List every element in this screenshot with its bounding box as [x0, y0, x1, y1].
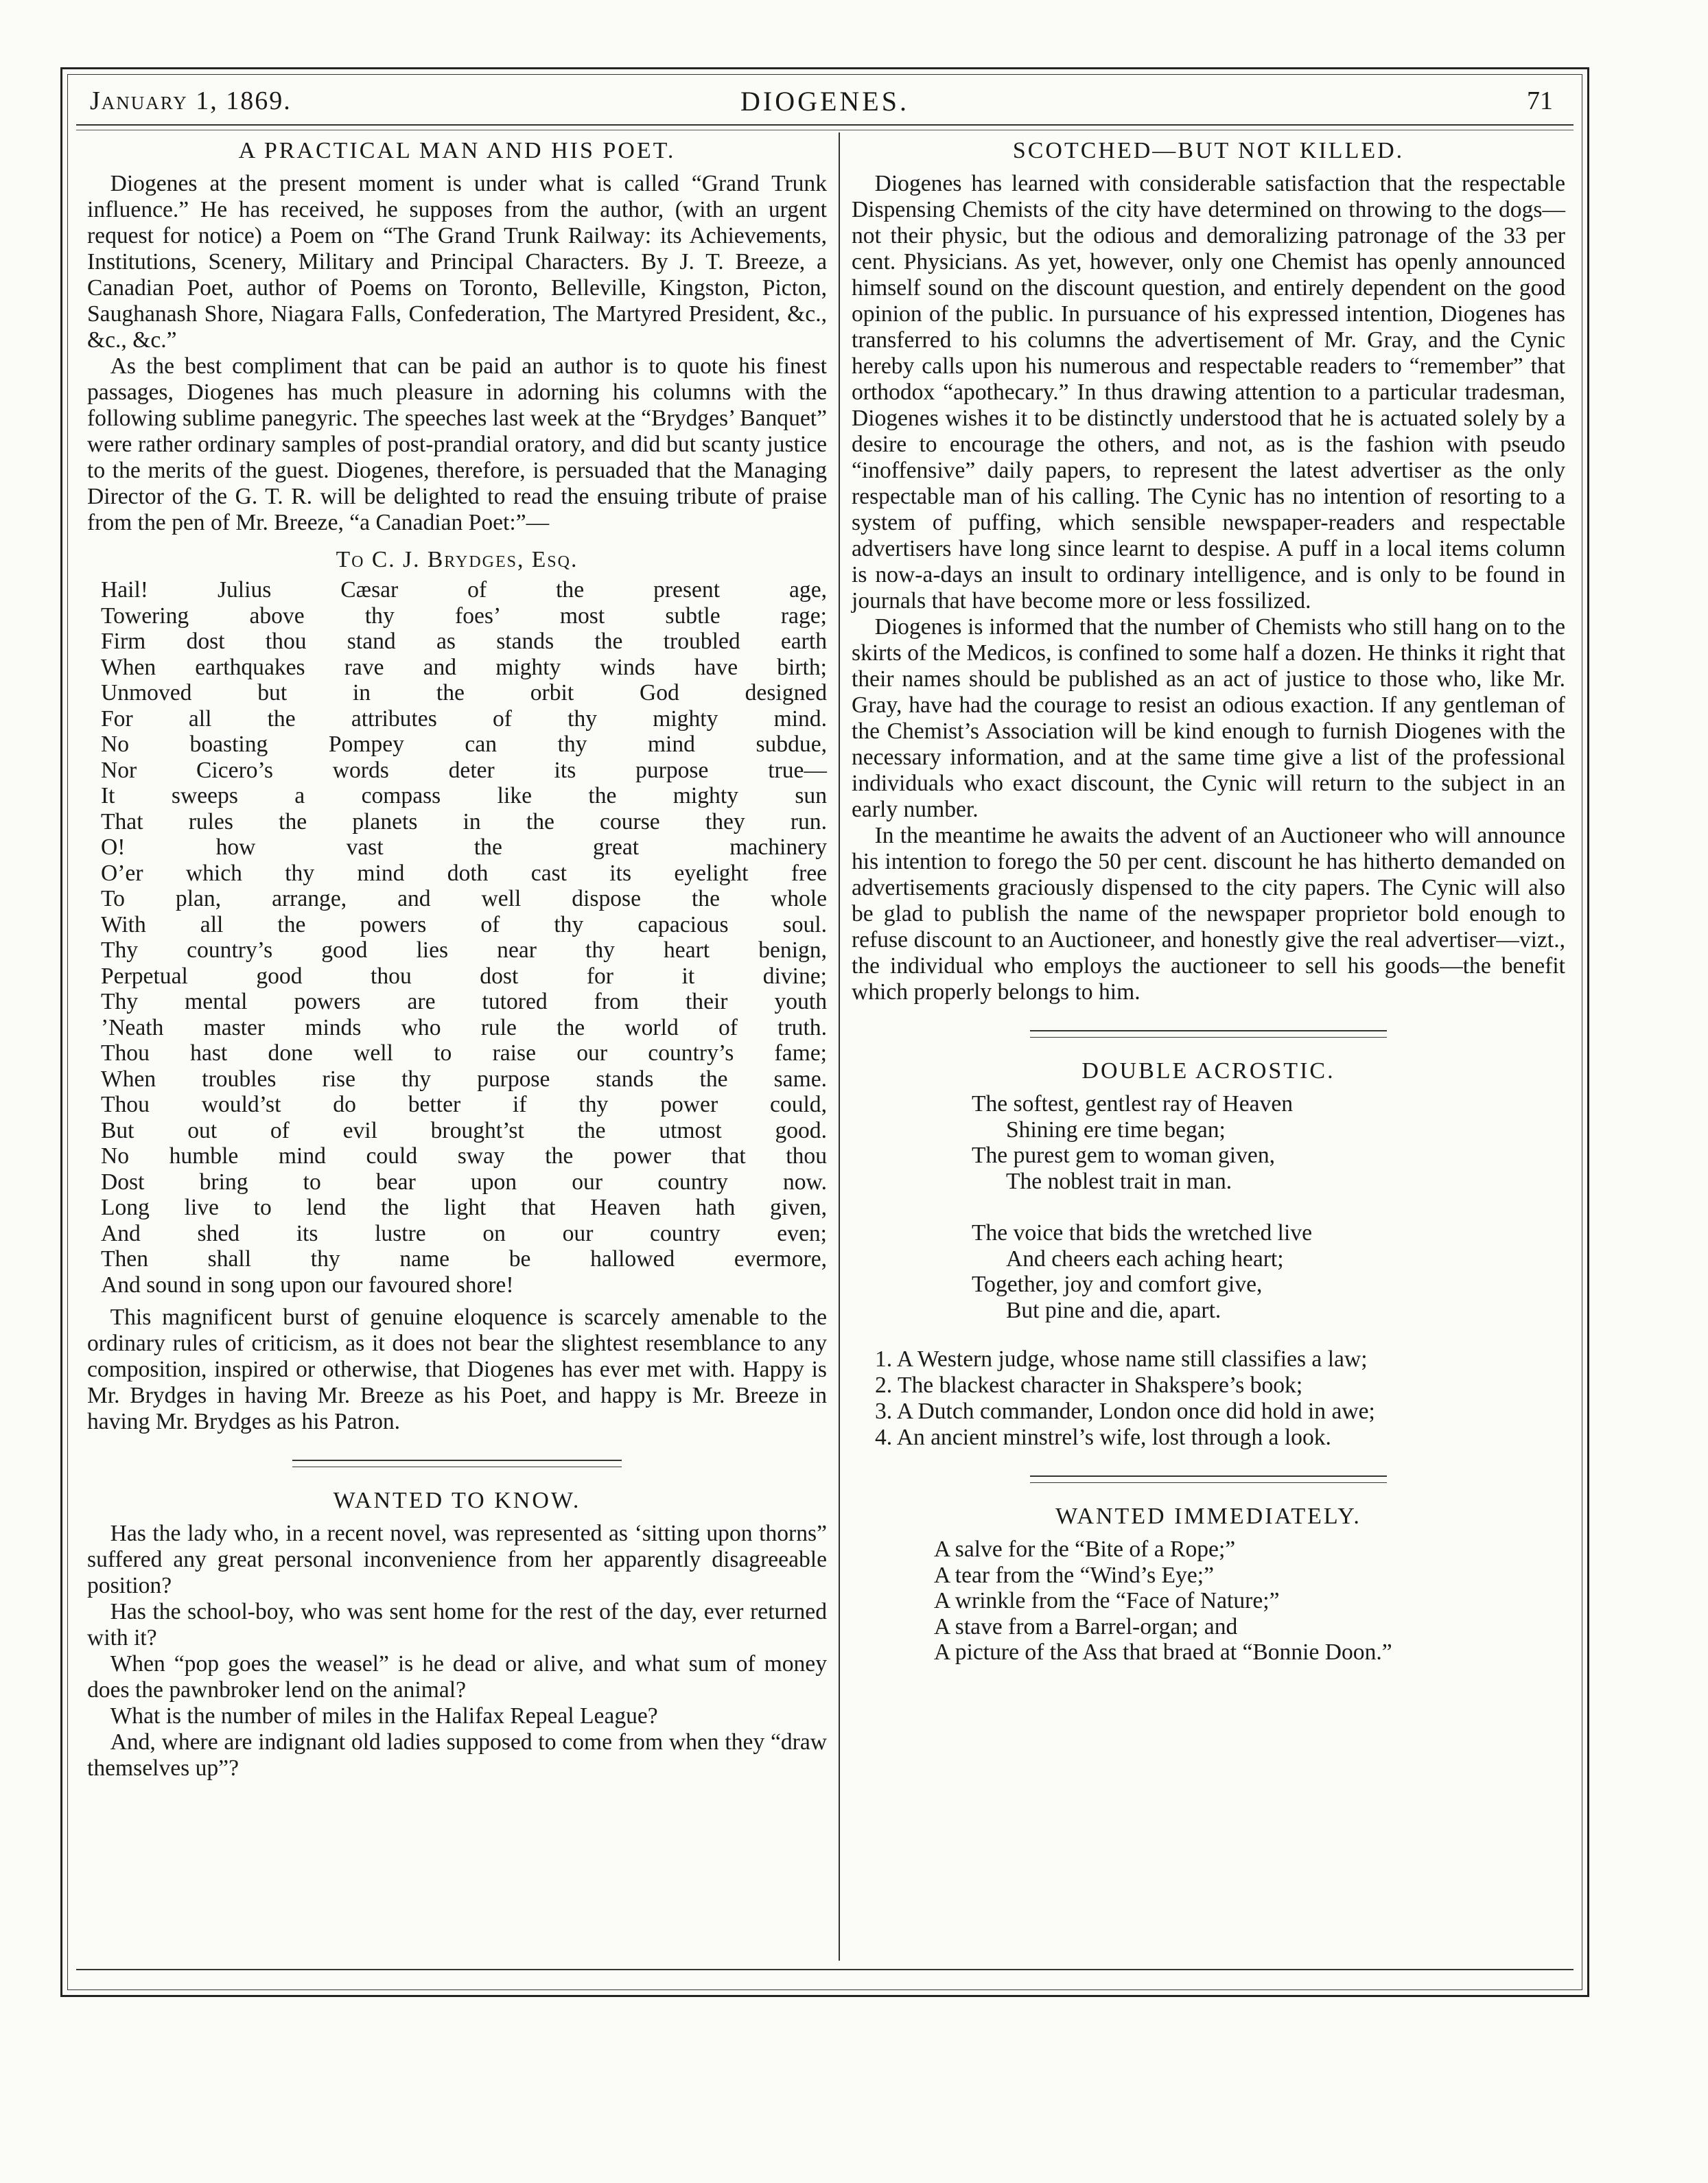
right-column — [852, 132, 1565, 1666]
article-title-wanted-to-know: WANTED TO KNOW. — [333, 1488, 581, 1513]
paragraph: What is the number of miles in the Halifax Repeal League? — [110, 1703, 658, 1729]
stanza-gap — [972, 1194, 1565, 1220]
poem-line: Firm dost thou stand as stands the troubled earth — [101, 629, 827, 654]
page-header — [90, 82, 1560, 120]
wanted-item: A tear from the “Wind’s Eye;” — [934, 1562, 1214, 1588]
paragraph: And, where are indignant old ladies supposed to come from when they “draw themselves up”? — [87, 1729, 827, 1781]
poem-line: Thy country’s good lies near thy heart benign, — [101, 937, 827, 963]
paragraph: Has the school-boy, who was sent home for the rest of the day, ever returned with it? — [87, 1599, 827, 1650]
poem-line: Thou hast done well to raise our country’s fame; — [101, 1040, 827, 1066]
poem-line: When troubles rise thy purpose stands the same. — [101, 1066, 827, 1092]
verse-line: Shining ere time began; — [1006, 1117, 1226, 1143]
paragraph: As the best compliment that can be paid an author is to quote his finest passages, Diogenes has much pleasure in adorning his columns with the following sublime panegyric. The speeches last week at the “Brydges’ Banquet” were rather ordinary samples of post-prandial oratory, and did but scanty justice to the merits of the guest. Diogenes, therefore, is persuaded that the Managing Director of the G. T. R. will be delighted to read the ensuing tribute of praise from the pen of Mr. Breeze, “a Canadian Poet:”— — [87, 353, 827, 535]
left-column — [87, 132, 827, 1782]
section-divider — [1030, 1030, 1387, 1038]
verse-line: And cheers each aching heart; — [1006, 1246, 1284, 1272]
poem-title: To C. J. Brydges, Esq. — [336, 547, 578, 572]
paragraph: In the meantime he awaits the advent of an Auctioneer who will announce his intention to forego the 50 per cent. discount he has hitherto demanded on advertisements graciously dispensed to the city papers. The Cynic will also be glad to publish the name of the newspaper proprietor bold enough to refuse discount to an Auctioneer, and honestly give the real advertiser—vizt., the individual who employs the auctioneer to sell his goods—the benefit which properly belongs to him. — [852, 823, 1565, 1005]
article-title-scotched: SCOTCHED—BUT NOT KILLED. — [1012, 138, 1405, 163]
poem-line: Hail! Julius Cæsar of the present age, — [101, 577, 827, 603]
article-title-acrostic: DOUBLE ACROSTIC. — [1081, 1058, 1335, 1084]
clue-item: 2. The blackest character in Shakspere’s book; — [875, 1373, 1303, 1398]
paragraph: Diogenes has learned with considerable satisfaction that the respectable Dispensing Chemists of the city have determined on throwing to the dogs—not their physic, but the odious and demoralizing patronage of the 33 per cent. Physicians. As yet, however, only one Chemist has openly announced himself sound on the discount question, and entirely dependent on the good opinion of the public. In pursuance of his expressed intention, Diogenes has transferred to his columns the advertisement of Mr. Gray, and the Cynic hereby calls upon his numerous and respectable readers to “remember” that orthodox “apothecary.” In thus drawing attention to a particular tradesman, Diogenes wishes it to be distinctly understood that he is actuated solely by a desire to encourage the others, and not, as is the fashion with pseudo “inoffensive” daily papers, to represent the latest advertiser as the only respectable man of his calling. The Cynic has no intention of resorting to a system of puffing, which sensible newspaper-readers and respectable advertisers have long since learnt to despise. A puff in a local items column is now-a-days an insult to ordinary intelligence, and is only to be found in journals that have become more or less fossilized. — [852, 171, 1565, 614]
poem-line: It sweeps a compass like the mighty sun — [101, 783, 827, 808]
poem-line: Long live to lend the light that Heaven hath given, — [101, 1195, 827, 1220]
clue-item: 4. An ancient minstrel’s wife, lost through a look. — [875, 1425, 1331, 1450]
poem — [101, 577, 827, 1298]
issue-date: January 1, 1869. — [90, 86, 292, 115]
paragraph: This magnificent burst of genuine eloquence is scarcely amenable to the ordinary rules of criticism, as it does not bear the slightest resemblance to any composition, inspired or otherwise, that Diogenes has ever met with. Happy is Mr. Brydges in having Mr. Breeze as his Poet, and happy is Mr. Breeze in having Mr. Brydges as his Patron. — [87, 1305, 827, 1434]
poem-line: Unmoved but in the orbit God designed — [101, 680, 827, 705]
poem-line: Towering above thy foes’ most subtle rage; — [101, 603, 827, 629]
poem-line: Thou would’st do better if thy power could, — [101, 1092, 827, 1117]
poem-line: Nor Cicero’s words deter its purpose true— — [101, 757, 827, 783]
paragraph: Diogenes at the present moment is under what is called “Grand Trunk influence.” He has received, he supposes from the author, (with an urgent request for notice) a Poem on “The Grand Trunk Railway: its Achievements, Institutions, Scenery, Military and Principal Characters. By J. T. Breeze, a Canadian Poet, author of Poems on Toronto, Belleville, Kingston, Picton, Saughanash Shore, Niagara Falls, Confederation, The Martyred President, &c., &c., &c.” — [87, 171, 827, 353]
column-divider — [839, 132, 840, 1961]
poem-line: Dost bring to bear upon our country now. — [101, 1169, 827, 1195]
poem-line: No humble mind could sway the power that thou — [101, 1143, 827, 1169]
wanted-item: A picture of the Ass that braed at “Bonnie Doon.” — [934, 1639, 1392, 1665]
poem-line: When earthquakes rave and mighty winds have birth; — [101, 654, 827, 680]
article-title-wanted-immediately: WANTED IMMEDIATELY. — [1055, 1504, 1361, 1529]
poem-line: No boasting Pompey can thy mind subdue, — [101, 732, 827, 757]
wanted-item: A salve for the “Bite of a Rope;” — [934, 1537, 1236, 1562]
paragraph: Has the lady who, in a recent novel, was represented as ‘sitting upon thorns” suffered any great personal inconvenience from her apparently disagreeable position? — [87, 1521, 827, 1598]
footer-rule — [76, 1969, 1574, 1970]
clue-item: 1. A Western judge, whose name still classifies a law; — [875, 1346, 1368, 1372]
clue-item: 3. A Dutch commander, London once did hold in awe; — [875, 1399, 1375, 1424]
poem-line: Perpetual good thou dost for it divine; — [101, 963, 827, 989]
verse-line: But pine and die, apart. — [1006, 1297, 1221, 1323]
article-title-practical: A PRACTICAL MAN AND HIS POET. — [238, 138, 676, 163]
poem-line: Thy mental powers are tutored from their youth — [101, 989, 827, 1014]
acrostic-clues — [875, 1346, 1565, 1451]
poem-line: To plan, arrange, and well dispose the whole — [101, 886, 827, 911]
newspaper-page — [60, 67, 1589, 1997]
poem-line: O! how vast the great machinery — [101, 834, 827, 860]
poem-line: For all the attributes of thy mighty mind. — [101, 705, 827, 732]
poem-line: ’Neath master minds who rule the world of truth. — [101, 1014, 827, 1040]
wanted-item: A stave from a Barrel-organ; and — [934, 1613, 1238, 1639]
verse-line: The noblest trait in man. — [1006, 1168, 1232, 1194]
verse-line: The softest, gentlest ray of Heaven — [972, 1091, 1294, 1117]
section-divider — [1030, 1475, 1387, 1483]
wanted-list — [934, 1537, 1565, 1666]
masthead-title: DIOGENES. — [740, 85, 909, 117]
acrostic-verse — [972, 1091, 1565, 1323]
poem-line: With all the powers of thy capacious soul. — [101, 911, 827, 937]
poem-line: And shed its lustre on our country even; — [101, 1220, 827, 1246]
header-rule — [76, 124, 1574, 126]
paragraph: When “pop goes the weasel” is he dead or alive, and what sum of money does the pawnbroker lend on the animal? — [87, 1651, 827, 1703]
page-number: 71 — [1527, 86, 1553, 115]
verse-line: The voice that bids the wretched live — [972, 1220, 1313, 1246]
section-divider — [292, 1460, 622, 1467]
poem-line: Then shall thy name be hallowed evermore, — [101, 1246, 827, 1272]
verse-line: The purest gem to woman given, — [972, 1143, 1276, 1168]
poem-line: And sound in song upon our favoured shore! — [101, 1272, 514, 1298]
paragraph: Diogenes is informed that the number of Chemists who still hang on to the skirts of the Medicos, is confined to some half a dozen. He thinks it right that their names should be published as an act of justice to those who, like Mr. Gray, have had the courage to resist an odious exaction. If any gentleman of the Chemist’s Association will be kind enough to furnish Diogenes with the necessary information, and at the same time give a list of the professional individuals who exact discount, the Cynic will return to the subject in an early number. — [852, 614, 1565, 822]
poem-line: O’er which thy mind doth cast its eyelight free — [101, 860, 827, 886]
wanted-item: A wrinkle from the “Face of Nature;” — [934, 1588, 1280, 1613]
poem-line: That rules the planets in the course they run. — [101, 808, 827, 834]
verse-line: Together, joy and comfort give, — [972, 1272, 1263, 1297]
poem-line: But out of evil brought’st the utmost good. — [101, 1117, 827, 1143]
